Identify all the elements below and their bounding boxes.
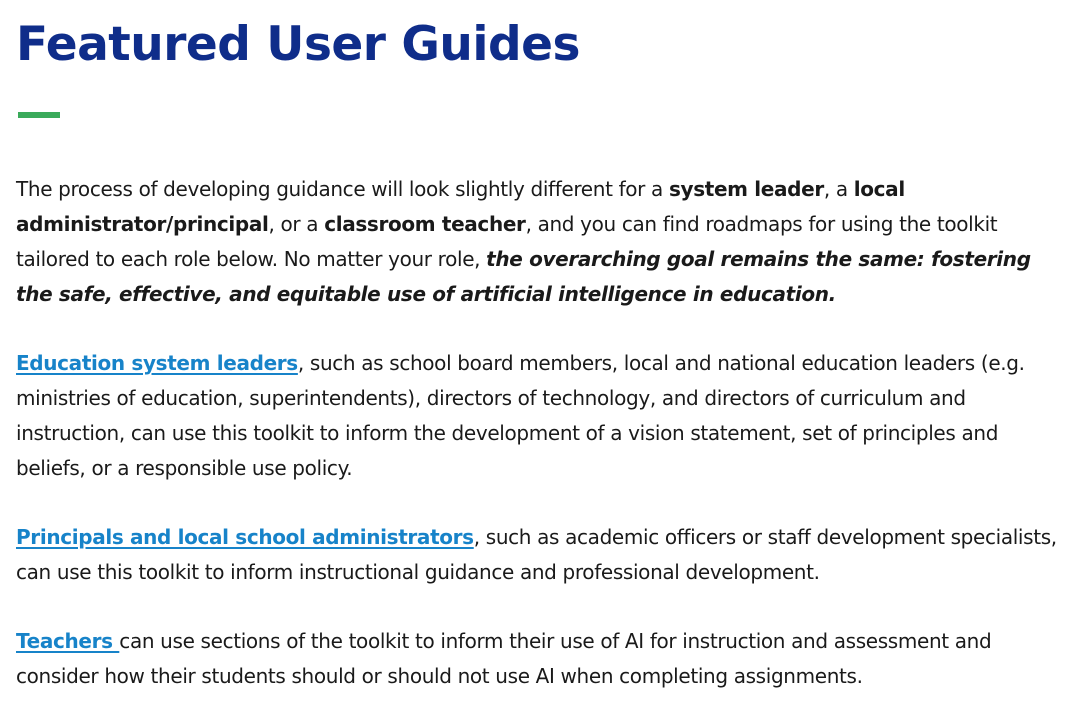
overarching-goal-statement: the overarching goal remains the same: fostering the safe, effective, and equitable use of artificial intelligence in education.: [16, 247, 1031, 306]
teachers-link[interactable]: Teachers: [16, 629, 120, 653]
intro-paragraph: [16, 172, 1061, 312]
guides-content: [16, 172, 1061, 728]
classroom-teacher-emphasis: classroom teacher: [324, 212, 526, 236]
page-title: Featured User Guides: [16, 17, 580, 72]
principals-paragraph: [16, 520, 1061, 590]
principals-administrators-link[interactable]: Principals and local school administrators: [16, 525, 474, 549]
teachers-text: can use sections of the toolkit to inform their use of AI for instruction and assessment and consider how their students should or should not use AI when completing assignments.: [16, 629, 992, 688]
intro-text-2: , a: [823, 177, 854, 201]
system-leaders-paragraph: [16, 346, 1061, 486]
principals-text: , such as academic officers or staff development specialists, can use this toolkit to inform instructional guidance and professional development.: [16, 525, 1057, 584]
local-administrator-emphasis: local administrator/principal: [16, 177, 905, 236]
education-system-leaders-link[interactable]: Education system leaders: [16, 351, 298, 375]
intro-text-3: , or a: [268, 212, 325, 236]
system-leaders-text: , such as school board members, local and national education leaders (e.g. ministries of education, superintendents), directors of technology, and directors of curriculum and instruction, can use this toolkit to inform the development of a vision statement, set of principles and beliefs, or a responsible use policy.: [16, 351, 1025, 480]
teachers-paragraph: [16, 624, 1061, 694]
title-accent-bar: [18, 112, 60, 118]
system-leader-emphasis: system leader: [668, 177, 824, 201]
intro-text-4: , and you can find roadmaps for using the toolkit tailored to each role below. No matter your role,: [16, 212, 998, 271]
intro-text-1: The process of developing guidance will look slightly different for a: [16, 177, 669, 201]
